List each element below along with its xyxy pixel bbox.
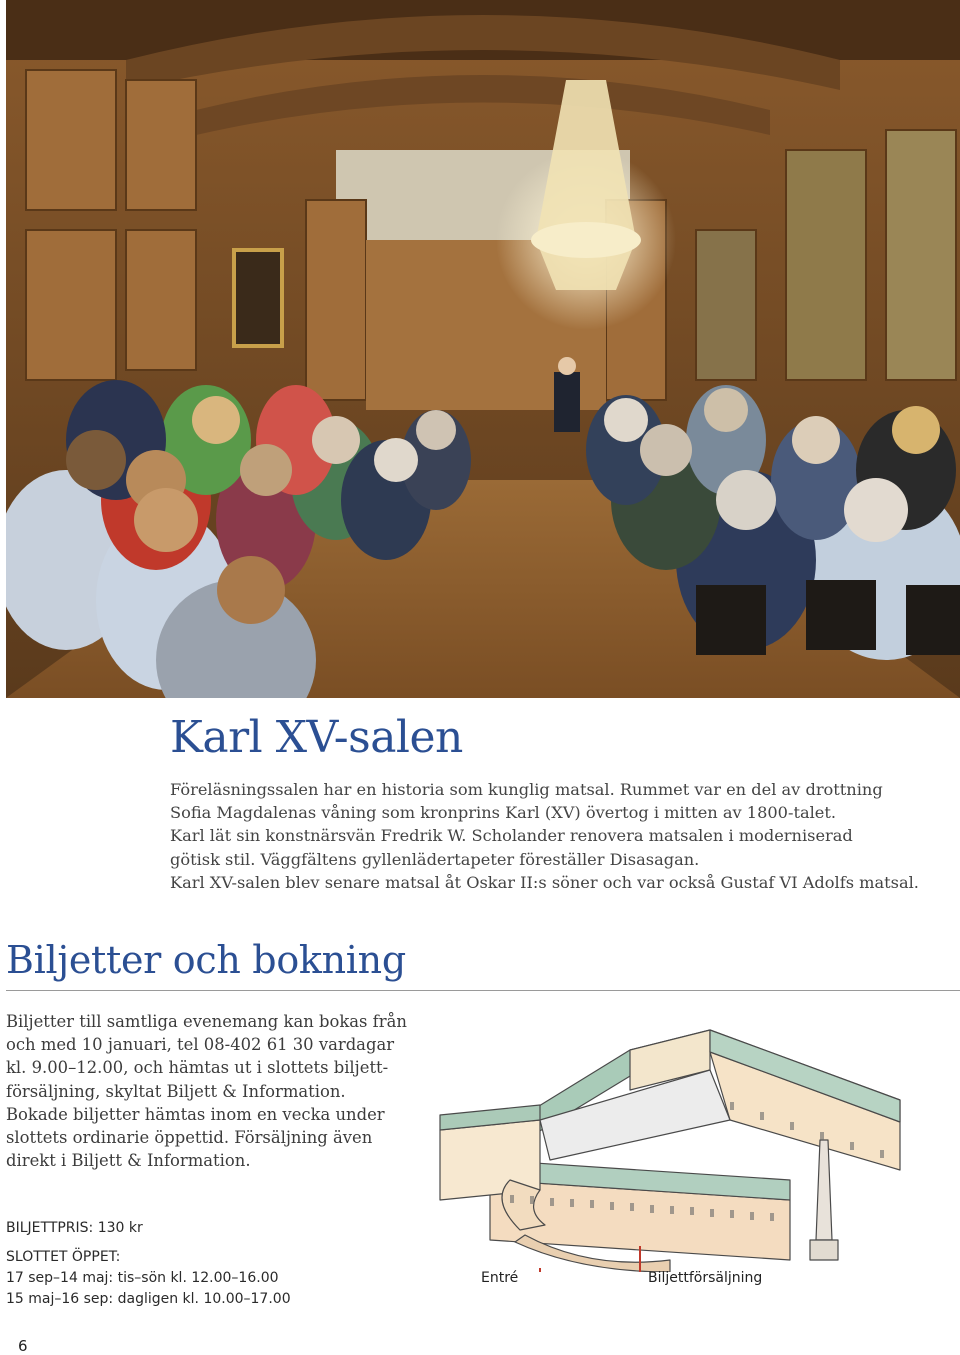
ticket-price-row	[6, 1218, 291, 1239]
intro-line: Karl lät sin konstnärsvän Fredrik W. Scholander renovera matsalen i moderniserad	[170, 826, 853, 846]
booking-line: och med 10 januari, tel 08-402 61 30 vardagar	[6, 1035, 395, 1055]
intro-line: Föreläsningssalen har en historia som kunglig matsal. Rummet var en del av drottning	[170, 780, 883, 799]
palace-drawing	[430, 1010, 960, 1272]
opening-hours-winter: 17 sep–14 maj: tis–sön kl. 12.00–16.00	[6, 1270, 279, 1286]
lecture-hall-illustration	[6, 0, 960, 698]
palace-map	[430, 1010, 960, 1272]
booking-line: kl. 9.00–12.00, och hämtas ut i slottets biljett-	[6, 1058, 389, 1078]
booking-line: försäljning, skyltat Biljett & Information.	[6, 1081, 346, 1101]
ticket-office-label: Biljettförsäljning	[648, 1270, 763, 1286]
page-number: 6	[18, 1337, 28, 1355]
booking-line: direkt i Biljett & Information.	[6, 1151, 251, 1171]
entrance-label: Entré	[481, 1270, 519, 1286]
booking-paragraph	[6, 1010, 426, 1172]
section-title-biljetter: Biljetter och bokning	[6, 938, 406, 982]
intro-line: Karl XV-salen blev senare matsal åt Oskar II:s söner och var också Gustaf VI Adolfs matsal.	[170, 872, 919, 892]
section-title-karl-xv-salen: Karl XV-salen	[170, 712, 463, 763]
divider	[6, 990, 960, 991]
intro-paragraph	[170, 778, 950, 894]
intro-line: götisk stil. Väggfältens gyllenlädertapeter föreställer Disasagan.	[170, 849, 700, 869]
ticket-price-value: 130 kr	[97, 1220, 143, 1236]
ticket-price-label: BILJETTPRIS:	[6, 1220, 94, 1236]
booking-line: Biljetter till samtliga evenemang kan bokas från	[6, 1012, 407, 1031]
booking-line: slottets ordinarie öppettid. Försäljning även	[6, 1128, 373, 1148]
opening-hours-summer: 15 maj–16 sep: dagligen kl. 10.00–17.00	[6, 1291, 291, 1307]
lecture-hall-photo	[6, 0, 960, 698]
opening-hours-label: SLOTTET ÖPPET:	[6, 1249, 121, 1265]
visitor-facts	[6, 1218, 291, 1310]
intro-line: Sofia Magdalenas våning som kronprins Karl (XV) övertog i mitten av 1800-talet.	[170, 803, 837, 823]
booking-line: Bokade biljetter hämtas inom en vecka under	[6, 1104, 385, 1124]
